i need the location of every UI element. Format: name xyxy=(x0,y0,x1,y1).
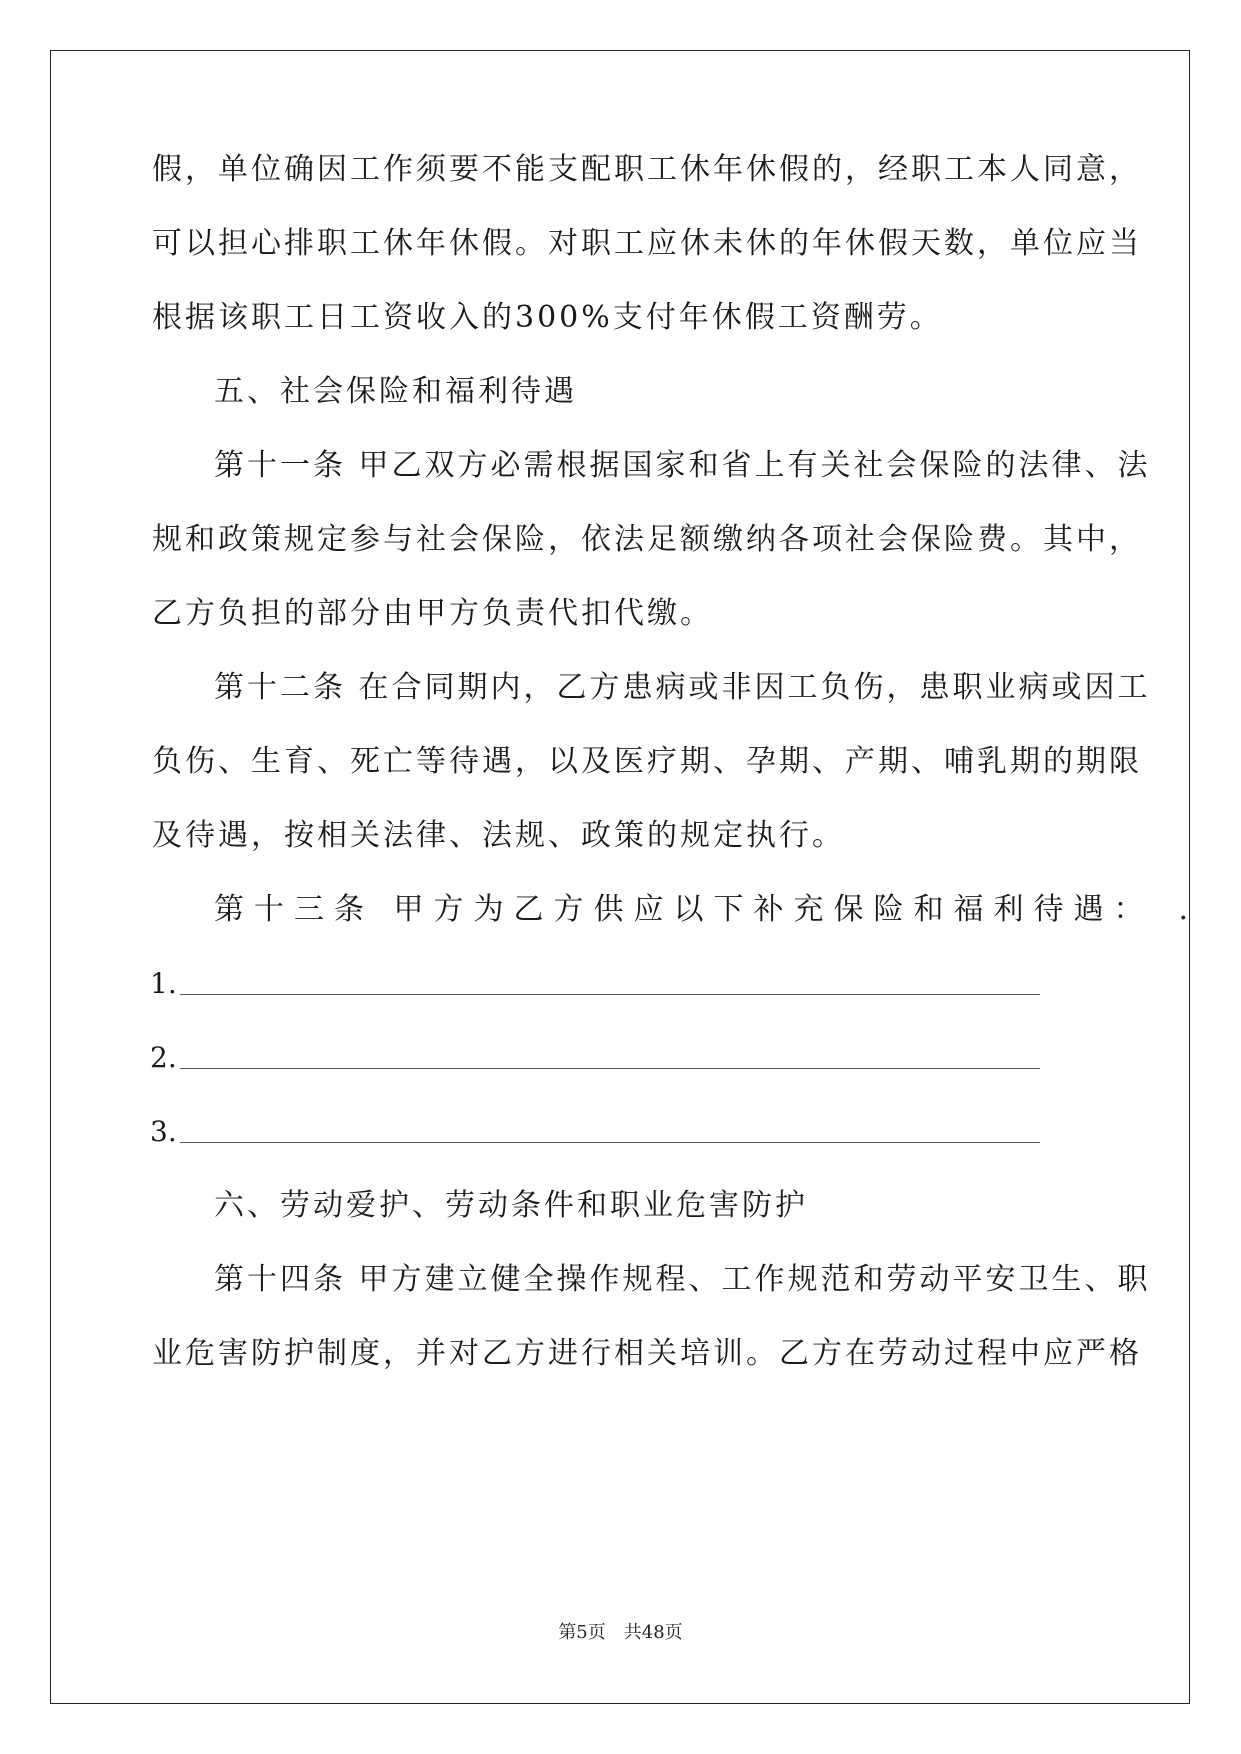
paragraph-line: 可以担心排职工休年休假。对职工应休未休的年休假天数，单位应当 xyxy=(152,226,1142,261)
blank-underline xyxy=(180,994,1040,995)
article-14-line: 第十四条 甲方建立健全操作规程、工作规范和劳动平安卫生、职 xyxy=(214,1262,1151,1297)
paragraph-line: 假，单位确因工作须要不能支配职工休年休假的，经职工本人同意， xyxy=(152,152,1142,187)
fill-in-blank-row[interactable] xyxy=(150,1038,1050,1078)
article-12-line: 第十二条 在合同期内，乙方患病或非因工负伤，患职业病或因工 xyxy=(214,670,1151,705)
section-heading: 六、劳动爱护、劳动条件和职业危害防护 xyxy=(214,1188,808,1223)
paragraph-line: 乙方负担的部分由甲方负责代扣代缴。 xyxy=(152,596,713,631)
article-11-line: 第十一条 甲乙双方必需根据国家和省上有关社会保险的法律、法 xyxy=(214,448,1151,483)
fill-in-blank-row[interactable] xyxy=(150,964,1050,1004)
fill-in-blank-row[interactable] xyxy=(150,1112,1050,1152)
blank-underline xyxy=(180,1068,1040,1069)
paragraph-line: 根据该职工日工资收入的300%支付年休假工资酬劳。 xyxy=(152,300,943,335)
article-13-line: 第十三条 甲方为乙方供应以下补充保险和福利待遇： . xyxy=(214,892,1199,927)
page-footer xyxy=(0,1618,1241,1644)
blank-number: 1. xyxy=(150,967,177,1000)
blank-underline xyxy=(180,1142,1040,1143)
paragraph-line: 负伤、生育、死亡等待遇，以及医疗期、孕期、产期、哺乳期的期限 xyxy=(152,744,1142,779)
blank-number: 2. xyxy=(150,1041,177,1074)
section-heading: 五、社会保险和福利待遇 xyxy=(214,374,577,409)
page-number: 第5页 共48页 xyxy=(558,1622,683,1643)
paragraph-line: 业危害防护制度，并对乙方进行相关培训。乙方在劳动过程中应严格 xyxy=(152,1336,1142,1371)
paragraph-line: 及待遇，按相关法律、法规、政策的规定执行。 xyxy=(152,818,845,853)
blank-number: 3. xyxy=(150,1115,177,1148)
paragraph-line: 规和政策规定参与社会保险，依法足额缴纳各项社会保险费。其中， xyxy=(152,522,1142,557)
